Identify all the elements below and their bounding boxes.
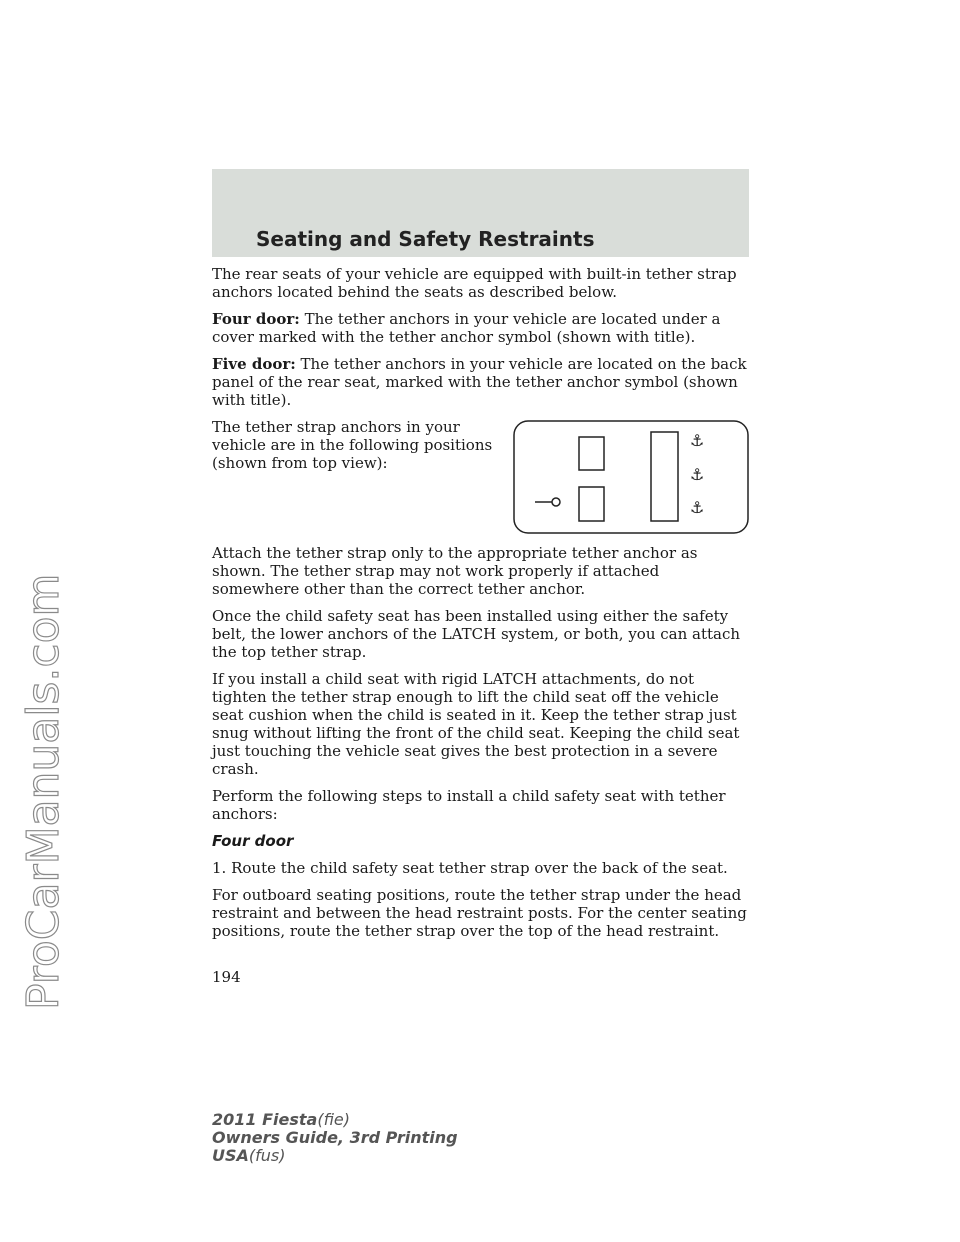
footer-line-2: Owners Guide, 3rd Printing <box>212 1128 458 1147</box>
perform-steps-paragraph: Perform the following steps to install a child safety seat with tether anchors: <box>212 787 726 823</box>
section-header <box>212 169 749 257</box>
footer-model: 2011 Fiesta <box>212 1110 318 1129</box>
tether-anchor-icon: ⚓ <box>690 465 705 484</box>
footer-model-code: (fie) <box>317 1110 351 1129</box>
page-number: 194 <box>212 968 241 986</box>
outboard-paragraph: For outboard seating positions, route the tether strap under the head restraint and between the head restraint posts. For the center seating positions, route the tether strap over the top of the head restraint. <box>212 886 747 940</box>
four-door-text: The tether anchors in your vehicle are located under a cover marked with the tether anchor symbol (shown with title). <box>212 310 721 346</box>
footer-line-1 <box>212 1111 458 1129</box>
five-door-paragraph <box>212 355 749 409</box>
footer-line-3 <box>212 1147 458 1165</box>
front-seat-right <box>579 437 604 470</box>
tether-anchor-icon: ⚓ <box>690 498 705 517</box>
five-door-lead: Five door: <box>212 355 296 373</box>
four-door-subheading: Four door <box>212 832 294 850</box>
tether-anchor-icon: ⚓ <box>690 431 705 450</box>
four-door-paragraph <box>212 310 749 346</box>
watermark <box>8 330 74 1030</box>
once-installed-paragraph: Once the child safety seat has been installed using either the safety belt, the lower anchors of the LATCH system, or both, you can attach the top tether strap. <box>212 607 741 661</box>
page-content <box>212 265 749 949</box>
four-door-lead: Four door: <box>212 310 300 328</box>
footer-market: USA <box>212 1146 249 1165</box>
five-door-text: The tether anchors in your vehicle are located on the back panel of the rear seat, marked with the tether anchor symbol (shown with title). <box>212 355 747 409</box>
front-seat-left <box>579 487 604 521</box>
positions-paragraph: The tether strap anchors in your vehicle are in the following positions (shown from top view): <box>212 418 493 472</box>
watermark-graphic <box>8 330 74 1030</box>
footer <box>212 1111 458 1165</box>
attach-paragraph: Attach the tether strap only to the appropriate tether anchor as shown. The tether strap may not work properly if attached somewhere other than the correct tether anchor. <box>212 544 698 598</box>
tether-anchor-diagram <box>513 420 749 534</box>
rigid-latch-paragraph: If you install a child seat with rigid LATCH attachments, do not tighten the tether strap enough to lift the child seat off the vehicle seat cushion when the child is seated in it. Keep the tether strap just snug without lifting the front of the child seat. Keeping the child seat just touching the vehicle seat gives the best protection in a severe crash. <box>212 670 740 778</box>
footer-market-code: (fus) <box>248 1146 286 1165</box>
rear-seat <box>651 432 678 521</box>
anchor-figure-row <box>212 418 749 534</box>
steering-wheel-icon <box>552 498 560 506</box>
intro-paragraph: The rear seats of your vehicle are equipped with built-in tether strap anchors located behind the seats as described below. <box>212 265 737 301</box>
watermark-text: ProCarManuals.com <box>18 573 69 1010</box>
step-1: 1. Route the child safety seat tether strap over the back of the seat. <box>212 859 728 877</box>
section-title: Seating and Safety Restraints <box>256 227 595 251</box>
diagram-frame <box>514 421 748 533</box>
